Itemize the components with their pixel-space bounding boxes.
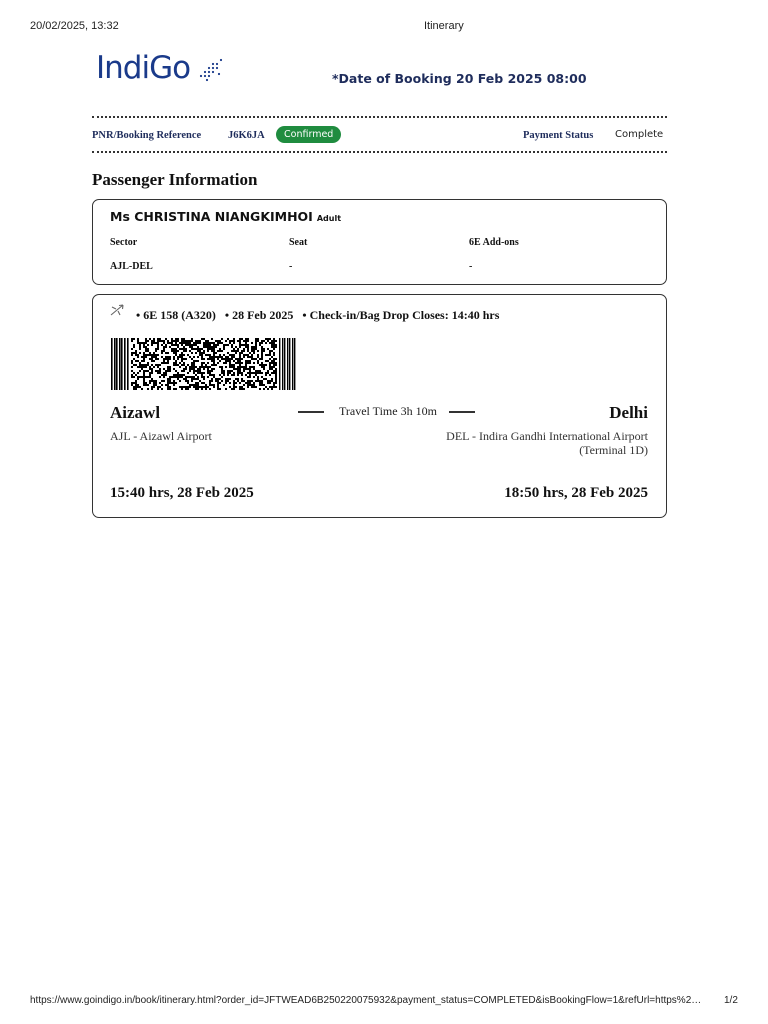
- divider: [449, 411, 475, 413]
- booking-date: *Date of Booking 20 Feb 2025 08:00: [332, 71, 587, 86]
- status-badge: Confirmed: [276, 126, 341, 143]
- pnr-value: J6K6JA: [228, 130, 265, 141]
- plane-icon: [197, 56, 225, 82]
- arrival-time: 18:50 hrs, 28 Feb 2025: [504, 485, 648, 501]
- section-title: Passenger Information: [92, 170, 258, 189]
- travel-time-text: Travel Time 3h 10m: [339, 404, 437, 418]
- print-url: https://www.goindigo.in/book/itinerary.html?order_id=JFTWEAD6B250220075932&payment_status=COMPLETED&isBookingFlow=1&refUrl=https%2…: [30, 995, 702, 1006]
- travel-time: [298, 404, 475, 419]
- passenger-name-text: Ms CHRISTINA NIANGKIMHOI: [110, 209, 313, 224]
- sector-value: AJL-DEL: [110, 261, 153, 272]
- checkin-closes: • Check-in/Bag Drop Closes: 14:40 hrs: [302, 308, 500, 322]
- origin-airport: AJL - Aizawl Airport: [110, 429, 212, 443]
- page-number: 1/2: [724, 995, 738, 1006]
- addons-header: 6E Add-ons: [469, 237, 519, 248]
- flight-date: • 28 Feb 2025: [224, 308, 294, 322]
- destination-terminal: (Terminal 1D): [579, 443, 648, 457]
- indigo-logo: IndiGo: [96, 50, 191, 86]
- flight-details: [136, 308, 499, 323]
- destination-airport: DEL - Indira Gandhi International Airport: [446, 429, 648, 443]
- addons-value: -: [469, 261, 473, 272]
- passenger-name: [110, 209, 341, 224]
- destination-city: Delhi: [609, 403, 648, 422]
- seat-header: Seat: [289, 237, 308, 248]
- payment-status-label: Payment Status: [523, 130, 594, 141]
- divider: [298, 411, 324, 413]
- barcode: [111, 338, 296, 390]
- departure-time: 15:40 hrs, 28 Feb 2025: [110, 485, 254, 501]
- pnr-label: PNR/Booking Reference: [92, 130, 202, 141]
- sector-header: Sector: [110, 237, 138, 248]
- divider: [92, 151, 667, 153]
- origin-city: Aizawl: [110, 403, 161, 422]
- flight-number: • 6E 158 (A320): [136, 308, 216, 322]
- passenger-type: Adult: [316, 214, 342, 223]
- print-title: Itinerary: [424, 20, 464, 32]
- print-datetime: 20/02/2025, 13:32: [30, 20, 119, 32]
- seat-value: -: [289, 261, 293, 272]
- divider: [92, 116, 667, 118]
- payment-status-value: Complete: [615, 129, 664, 140]
- plane-icon: [110, 303, 124, 317]
